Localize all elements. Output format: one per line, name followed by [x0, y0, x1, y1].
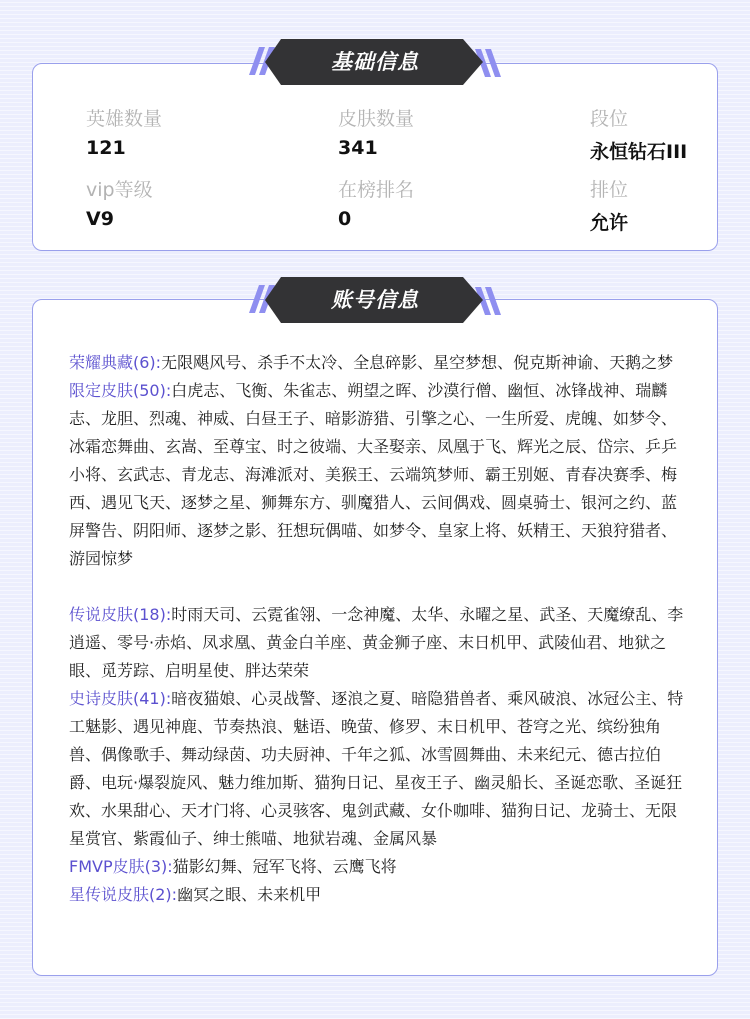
stat-skin-count [338, 104, 414, 159]
skin-section-label: 限定皮肤(50): [69, 381, 172, 400]
skin-list [69, 349, 687, 909]
skin-section-label: 星传说皮肤(2): [69, 885, 178, 904]
skin-section-content: 暗夜猫娘、心灵战警、逐浪之夏、暗隐猎兽者、乘风破浪、冰冠公主、特工魅影、遇见神鹿、节奏热浪、魅语、晚萤、修罗、末日机甲、苍穹之光、缤纷独角兽、偶像歌手、舞动绿茵、功夫厨神、千年之狐、冰雪圆舞曲、未来纪元、德古拉伯爵、电玩·爆裂旋风、魅力维加斯、猫狗日记、星夜王子、幽灵船长、圣诞恋歌、圣诞狂欢、水果甜心、天才门将、心灵骇客、鬼剑武藏、女仆咖啡、猫狗日记、龙骑士、无限星赏官、紫霞仙子、绅士熊喵、地狱岩魂、金属风暴 [69, 689, 684, 848]
basic-info-banner [245, 39, 505, 85]
stat-value: 允许 [590, 212, 629, 234]
skin-section-star-legend [69, 881, 687, 909]
stat-value: 0 [338, 208, 352, 230]
section-title: 基础信息 [331, 50, 419, 74]
stat-label: 段位 [590, 108, 629, 130]
stat-vip-level [86, 175, 153, 230]
stat-rank-tier [590, 104, 687, 164]
section-title: 账号信息 [331, 288, 419, 312]
skin-section-limited [69, 377, 687, 573]
skin-section-fmvp [69, 853, 687, 881]
account-info-banner [245, 277, 505, 323]
stat-value: 永恒钻石III [590, 141, 688, 163]
stat-label: vip等级 [86, 179, 153, 201]
stat-label: 皮肤数量 [338, 108, 415, 130]
skin-section-label: 荣耀典藏(6): [69, 353, 162, 372]
skin-section-content: 时雨天司、云霓雀翎、一念神魔、太华、永曜之星、武圣、天魔缭乱、李逍遥、零号·赤焰、凤求凰、黄金白羊座、黄金狮子座、末日机甲、武陵仙君、地狱之眼、觅芳踪、启明星使、胖达荣荣 [69, 605, 684, 680]
account-info-card [32, 299, 718, 976]
section-spacer [69, 573, 687, 601]
stat-value: 121 [86, 137, 126, 159]
stat-label: 英雄数量 [86, 108, 163, 130]
skin-section-label: 传说皮肤(18): [69, 605, 172, 624]
stat-label: 在榜排名 [338, 179, 415, 201]
stat-ranked-allowed [590, 175, 628, 235]
stat-leaderboard-rank [338, 175, 414, 230]
skin-section-label: 史诗皮肤(41): [69, 689, 172, 708]
stat-hero-count [86, 104, 162, 159]
stat-label: 排位 [590, 179, 629, 201]
skin-section-epic [69, 685, 687, 853]
stat-value: 341 [338, 137, 378, 159]
skin-section-content: 白虎志、飞衡、朱雀志、朔望之晖、沙漠行僧、幽恒、冰锋战神、瑞麟志、龙胆、烈魂、神威、白昼王子、暗影游猎、引擎之心、一生所爱、虎魄、如梦令、冰霜恋舞曲、玄嵩、至尊宝、时之彼端、大圣娶亲、凤凰于飞、辉光之辰、岱宗、乒乒小将、玄武志、青龙志、海滩派对、美猴王、云端筑梦师、霸王别姬、青春决赛季、梅西、遇见飞天、逐梦之星、狮舞东方、驯魔猎人、云间偶戏、圆桌骑士、银河之约、蓝屏警告、阴阳师、逐梦之影、狂想玩偶喵、如梦令、皇家上将、妖精王、天狼狩猎者、游园惊梦 [69, 381, 678, 568]
basic-info-card [32, 63, 718, 251]
skin-section-honor-collection [69, 349, 687, 377]
stat-value: V9 [86, 208, 114, 230]
skin-section-content: 猫影幻舞、冠军飞将、云鹰飞将 [172, 857, 397, 876]
skin-section-label: FMVP皮肤(3): [69, 857, 173, 876]
skin-section-content: 无限飓风号、杀手不太冷、全息碎影、星空梦想、倪克斯神谕、天鹅之梦 [161, 353, 674, 372]
skin-section-legendary [69, 601, 687, 685]
skin-section-content: 幽冥之眼、未来机甲 [177, 885, 322, 904]
